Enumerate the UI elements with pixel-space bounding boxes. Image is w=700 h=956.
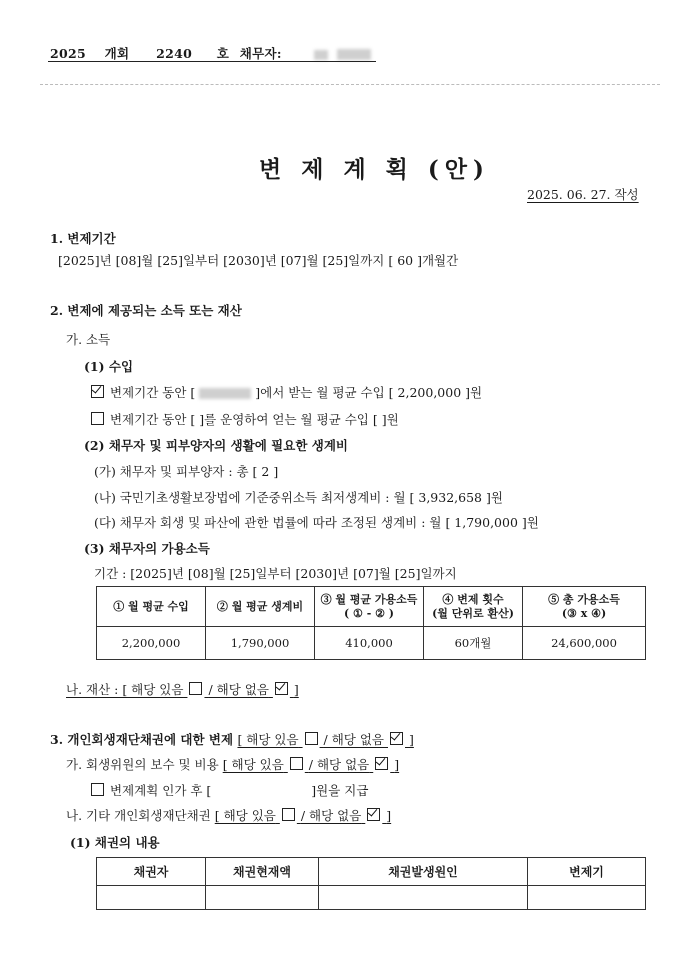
option-no-label: / 해당 없음 [323, 732, 385, 747]
trustee-fee-line [66, 755, 399, 773]
trustee-fee-sub-suffix: ]원을 지급 [311, 783, 369, 798]
trustee-fee-sub-prefix: 변제계획 인가 후 [ [109, 783, 212, 798]
option-yes-label: [ 해당 있음 [214, 808, 276, 823]
trustee-fee-options [223, 757, 399, 772]
available-income-period: 기간 : [2025]년 [08]월 [25]일부터 [2030]년 [07]월 [25]일까지 [94, 566, 457, 581]
table-header: ② 월 평균 생계비 [206, 587, 315, 627]
table-cell: 410,000 [315, 627, 424, 660]
checkbox-icon-unchecked [91, 783, 104, 796]
section3-heading-line [50, 730, 414, 748]
checkbox-icon-checked [367, 808, 380, 821]
written-date: 2025. 06. 27. 작성 [527, 187, 639, 202]
header-divider [40, 84, 660, 85]
available-income-table [96, 586, 646, 660]
income-heading: (1) 수입 [84, 359, 134, 374]
property-line [66, 680, 299, 698]
property-none-label: / 해당 없음 [208, 682, 269, 697]
section1-heading: 1. 변제기간 [50, 231, 116, 246]
option-close: ] [408, 732, 414, 747]
income-line-2-text: 변제기간 동안 [ ]를 운영하여 얻는 월 평균 수입 [ ]원 [109, 412, 399, 427]
table-cell: 24,600,000 [523, 627, 646, 660]
checkbox-icon-unchecked [189, 682, 202, 695]
table-header: ⑤ 총 가용소득 (③ x ④) [523, 587, 646, 627]
case-header [50, 44, 371, 62]
case-number: 2240 [156, 46, 193, 61]
option-close: ] [394, 757, 400, 772]
table-cell [319, 886, 528, 910]
table-header: 채권현재액 [206, 858, 319, 886]
checkbox-icon-checked [390, 732, 403, 745]
income-line-1 [89, 383, 482, 401]
checkbox-icon-unchecked [282, 808, 295, 821]
option-close: ] [386, 808, 392, 823]
claims-table [96, 857, 646, 910]
checkbox-icon-checked [375, 757, 388, 770]
header-underline [48, 61, 376, 62]
table-header: ④ 변제 횟수 (월 단위로 환산) [424, 587, 523, 627]
living-cost-heading: (2) 채무자 및 피부양자의 생활에 필요한 생계비 [84, 438, 348, 453]
case-year: 2025 [50, 46, 86, 61]
table-cell: 60개월 [424, 627, 523, 660]
other-claims-line [66, 806, 391, 824]
employer-redacted [199, 388, 251, 399]
checkbox-icon-checked [275, 682, 288, 695]
trustee-fee-label: 가. 회생위원의 보수 및 비용 [66, 757, 219, 772]
table-header: ① 월 평균 수입 [97, 587, 206, 627]
checkbox-icon-unchecked [305, 732, 318, 745]
checkbox-icon-unchecked [290, 757, 303, 770]
section3-options [237, 732, 413, 747]
property-close: ] [293, 682, 299, 697]
property-label: 나. 재산 : [ 해당 있음 [66, 682, 184, 697]
option-yes-label: [ 해당 있음 [222, 757, 284, 772]
table-cell [528, 886, 646, 910]
table-cell: 1,790,000 [206, 627, 315, 660]
income-line-1-prefix: 변제기간 동안 [ [109, 385, 196, 400]
debtor-label: 채무자: [239, 46, 282, 61]
option-no-label: / 해당 없음 [300, 808, 362, 823]
table-header: 채권자 [97, 858, 206, 886]
table-cell [97, 886, 206, 910]
section2-heading: 2. 변제에 제공되는 소득 또는 재산 [50, 303, 242, 318]
case-gaehoe: 개회 [104, 46, 130, 61]
table-cell [206, 886, 319, 910]
income-subheading: 가. 소득 [66, 332, 111, 347]
living-cost-a: (가) 채무자 및 피부양자 : 총 [ 2 ] [94, 464, 279, 479]
table-cell: 2,200,000 [97, 627, 206, 660]
page-title: 변 제 계 획 (안) [259, 156, 490, 183]
table-header: 채권발생원인 [319, 858, 528, 886]
income-line-2 [89, 410, 399, 428]
debtor-name-redacted-2 [337, 49, 371, 60]
case-ho: 호 [216, 46, 230, 61]
available-income-heading: (3) 채무자의 가용소득 [84, 541, 210, 556]
trustee-fee-sub [89, 781, 368, 799]
checkbox-icon-unchecked [91, 412, 104, 425]
checkbox-icon-checked [91, 385, 104, 398]
option-yes-label: [ 해당 있음 [237, 732, 299, 747]
option-no-label: / 해당 없음 [308, 757, 370, 772]
other-claims-options [215, 808, 391, 823]
debtor-name-redacted [314, 50, 328, 60]
income-line-1-suffix: ]에서 받는 월 평균 수입 [ 2,200,000 ]원 [255, 385, 483, 400]
living-cost-c: (다) 채무자 회생 및 파산에 관한 법률에 따라 조정된 생계비 : 월 [ 1,790,000 ]원 [94, 515, 539, 530]
repayment-period: [2025]년 [08]월 [25]일부터 [2030]년 [07]월 [25]일까지 [ 60 ]개월간 [58, 253, 459, 268]
claims-heading: (1) 채권의 내용 [70, 835, 160, 850]
other-claims-label: 나. 기타 개인회생재단채권 [66, 808, 211, 823]
living-cost-b: (나) 국민기초생활보장법에 기준중위소득 최저생계비 : 월 [ 3,932,658 ]원 [94, 490, 503, 505]
section3-heading: 3. 개인회생재단채권에 대한 변제 [50, 732, 234, 747]
table-header: ③ 월 평균 가용소득 ( ① - ② ) [315, 587, 424, 627]
table-header: 변제기 [528, 858, 646, 886]
